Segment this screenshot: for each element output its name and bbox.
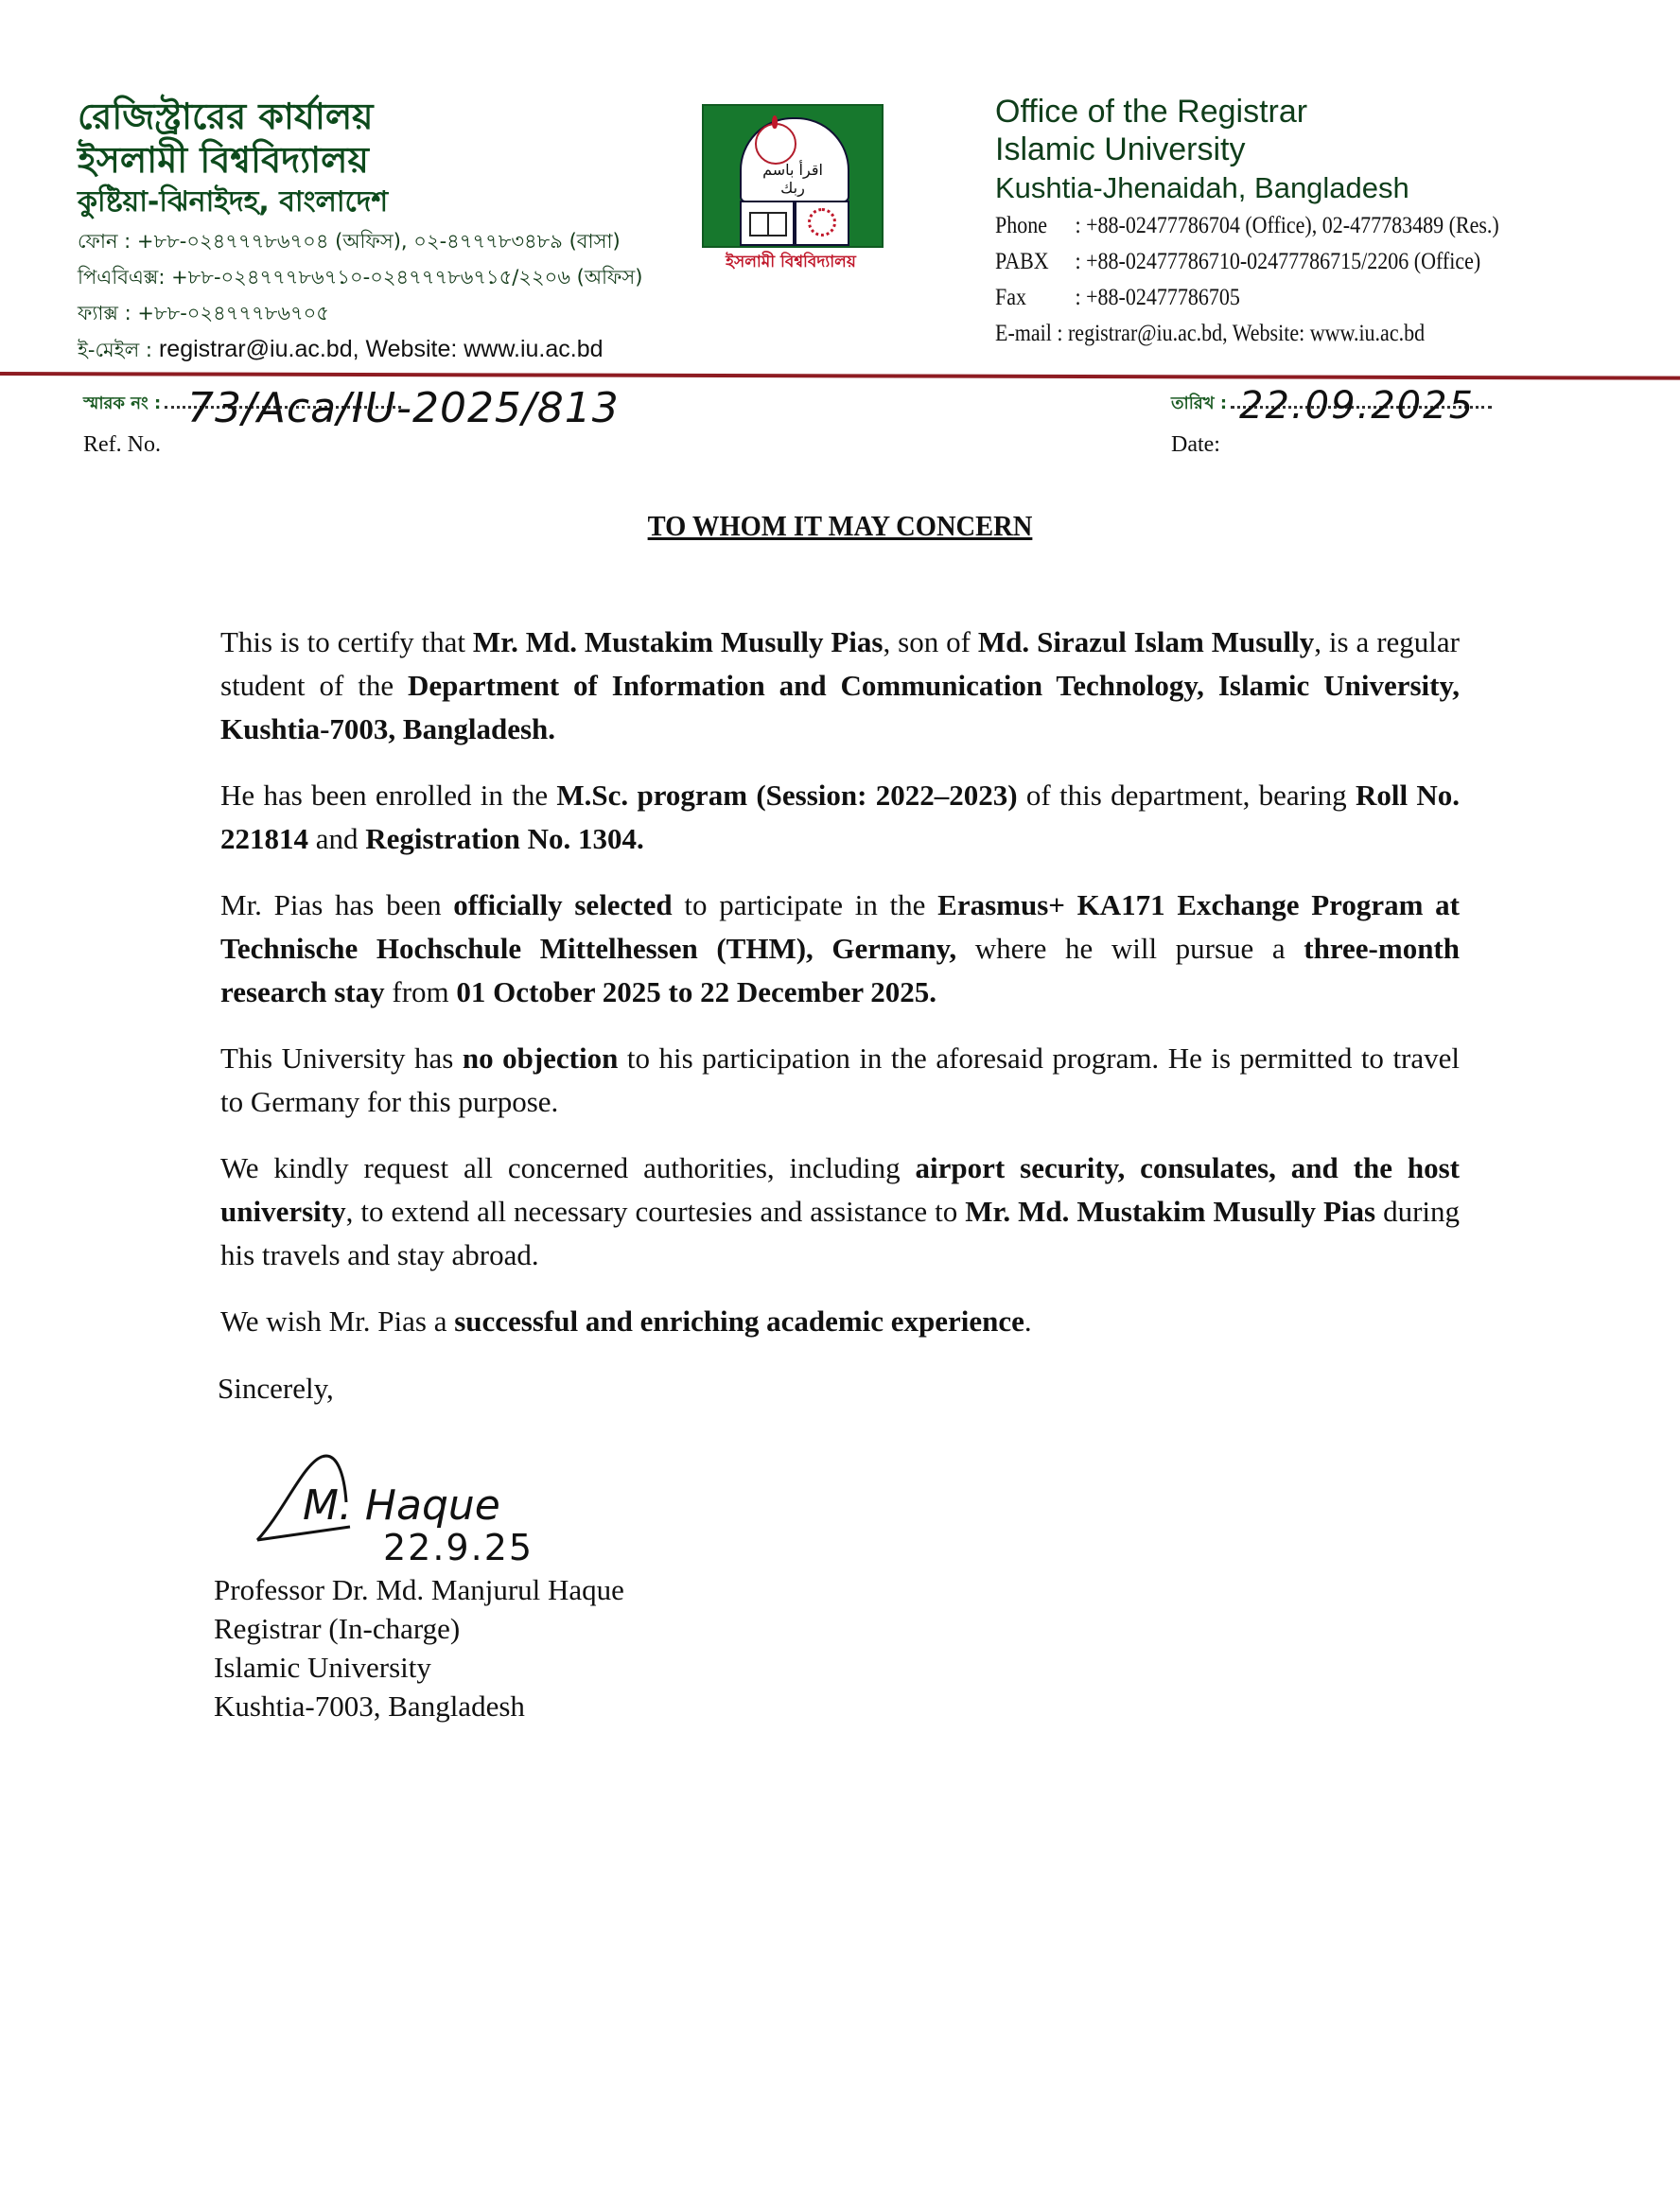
atom-icon: [808, 208, 836, 236]
fax-value: : +88-02477786705: [1075, 285, 1240, 310]
text: and: [308, 822, 366, 855]
letterhead-english: [995, 93, 1567, 352]
date-label-bangla: তারিখ :: [1171, 394, 1228, 413]
open-book-icon: [749, 212, 787, 236]
text: Mr. Pias has been: [220, 888, 454, 921]
email-value-bangla: registrar@iu.ac.bd, Website: www.iu.ac.bd: [158, 336, 604, 362]
wish: successful and enriching academic experience: [454, 1304, 1024, 1338]
stay-type: three-month research stay: [220, 932, 1460, 1008]
selection-status: officially selected: [453, 888, 673, 921]
fax-label: Fax: [995, 285, 1026, 310]
signatory-address: Kushtia-7003, Bangladesh: [214, 1690, 525, 1723]
logo-book-panel: [740, 201, 795, 246]
exchange-program: Erasmus+ KA171 Exchange Program at Technische Hochschule Mittelhessen (THM), Germany,: [220, 888, 1460, 965]
logo-atom-panel: [795, 201, 849, 246]
paragraph-certification: [220, 621, 1460, 751]
paragraph-no-objection: [220, 1037, 1460, 1124]
text: during his travels and stay abroad.: [220, 1195, 1460, 1271]
location-english: Kushtia-Jhenaidah, Bangladesh: [995, 171, 1409, 204]
reference-block: [83, 384, 620, 458]
date-block: [1171, 384, 1492, 458]
logo-caption: ইসলামী বিশ্ববিদ্যালয়: [726, 253, 856, 271]
ref-label-bangla: স্মারক নং :: [83, 394, 162, 413]
pabx-bangla: পিএবিএক্স: +৮৮-০২৪৭৭৭৮৬৭১০-০২৪৭৭৭৮৬৭১৫/২২০৬ (অফিস): [78, 266, 643, 289]
pabx-english: [995, 244, 1499, 280]
phone-value: : +88-02477786704 (Office), 02-477783489 (Res.): [1075, 213, 1499, 238]
text: We wish Mr. Pias a: [220, 1304, 455, 1338]
ref-number-handwritten: 73/Aca/IU-2025/813: [187, 384, 620, 432]
signatory-title: Registrar (In-charge): [214, 1612, 461, 1645]
fax-bangla: ফ্যাক্স : +৮৮-০২৪৭৭৭৮৬৭০৫: [78, 302, 329, 324]
email-label: E-mail: [995, 321, 1052, 346]
registration-number: Registration No. 1304.: [365, 822, 644, 855]
program-session: M.Sc. program (Session: 2022–2023): [556, 779, 1018, 812]
university-name-english: Islamic University: [995, 131, 1246, 167]
email-label-bangla: ই-মেইল :: [78, 339, 153, 361]
logo-circle-icon: [755, 123, 796, 165]
date-handwritten: 22.09.2025: [1239, 384, 1476, 428]
text: We kindly request all concerned authorities, including: [220, 1151, 916, 1184]
ref-label-english: Ref. No.: [83, 432, 161, 457]
email-bangla: [78, 331, 642, 368]
roll-number: Roll No. 221814: [220, 779, 1461, 855]
paragraph-wishes: [220, 1300, 1460, 1343]
pabx-value: : +88-02477786710-02477786715/2206 (Office): [1075, 249, 1481, 274]
logo-green-field: [702, 104, 884, 248]
department-name: Department of Information and Communication Technology, Islamic University, Kushtia-7003, Bangladesh.: [220, 669, 1460, 745]
signatory-name: Professor Dr. Md. Manjurul Haque: [214, 1573, 624, 1606]
student-name: Mr. Md. Mustakim Musully Pias: [965, 1195, 1376, 1228]
letterhead-divider: [0, 372, 1680, 380]
text: , is a regular student of the: [220, 625, 1460, 702]
letter-body: [220, 621, 1460, 1366]
text: This University has: [220, 1042, 463, 1075]
closing: Sincerely,: [218, 1372, 334, 1405]
logo-arabic-script: اقرأ باسم ربك: [762, 161, 823, 197]
svg-text:M. Haque: M. Haque: [303, 1481, 500, 1530]
text: , son of: [883, 625, 978, 658]
text: He has been enrolled in the: [220, 779, 557, 812]
text: to his participation in the aforesaid program. He is permitted to travel to Germany for this purpose.: [220, 1042, 1461, 1118]
text: , to extend all necessary courtesies and assistance to: [345, 1195, 966, 1228]
location-bangla: কুষ্টিয়া-ঝিনাইদহ, বাংলাদেশ: [78, 185, 389, 219]
text: from: [384, 975, 457, 1008]
phone-label: Phone: [995, 213, 1047, 238]
phone-bangla: ফোন : +৮৮-০২৪৭৭৭৮৬৭০৪ (অফিস), ০২-৪৭৭৭৮৩৪৮৯ (বাসা): [78, 230, 621, 253]
text: This is to certify that: [220, 625, 473, 658]
university-name-bangla: ইসলামী বিশ্ববিদ্যালয়: [78, 139, 369, 181]
signature-date: 22.9.25: [383, 1527, 534, 1568]
office-name-english: Office of the Registrar: [995, 94, 1308, 130]
authorities: airport security, consulates, and the host university: [220, 1151, 1460, 1228]
logo-flame-icon: [772, 115, 778, 129]
university-logo: [702, 104, 880, 280]
letter-heading: TO WHOM IT MAY CONCERN: [647, 509, 1033, 542]
office-name-bangla: রেজিস্ট্রারের কার্যালয়: [78, 96, 374, 137]
letterhead-bangla: [78, 95, 642, 368]
text: to participate in the: [672, 888, 938, 921]
father-name: Md. Sirazul Islam Musully: [977, 625, 1315, 658]
pabx-label: PABX: [995, 249, 1049, 274]
paragraph-enrollment: [220, 774, 1460, 861]
fax-english: [995, 280, 1499, 316]
signatory-block: [214, 1570, 624, 1725]
email-value: : registrar@iu.ac.bd, Website: www.iu.ac.bd: [1057, 321, 1426, 346]
student-name: Mr. Md. Mustakim Musully Pias: [472, 625, 884, 658]
signatory-institution: Islamic University: [214, 1651, 431, 1684]
text: .: [1024, 1304, 1032, 1338]
paragraph-selection: [220, 884, 1460, 1014]
stay-dates: 01 October 2025 to 22 December 2025.: [456, 975, 937, 1008]
no-objection: no objection: [462, 1042, 619, 1075]
phone-english: [995, 208, 1499, 244]
date-label-english: Date:: [1171, 432, 1220, 457]
paragraph-request: [220, 1147, 1460, 1277]
text: of this department, bearing: [1017, 779, 1356, 812]
text: where he will pursue a: [956, 932, 1304, 965]
email-english: [995, 316, 1499, 352]
